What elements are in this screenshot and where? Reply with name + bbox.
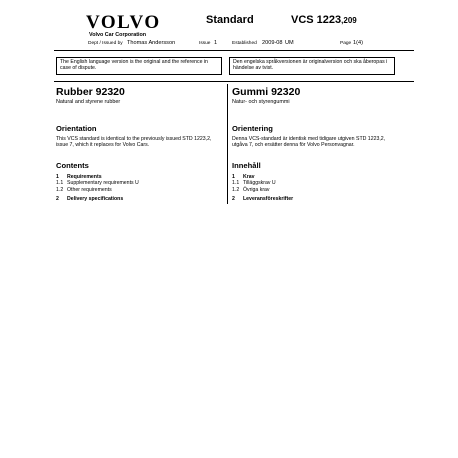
toc-item: 1.1 Supplementary requirements U bbox=[56, 180, 139, 187]
toc-item: 1.2 Other requirements bbox=[56, 186, 112, 193]
contents-heading-sv: Innehåll bbox=[232, 161, 261, 170]
column-divider bbox=[227, 84, 228, 204]
subtitle-sv: Natur- och styrengummi bbox=[232, 99, 290, 105]
issue-value: 1 bbox=[214, 40, 218, 46]
issuer-value: Thomas Andersson bbox=[127, 40, 176, 46]
contents-heading-en: Contents bbox=[56, 161, 89, 170]
toc-item: 2 Delivery specifications bbox=[56, 195, 124, 202]
toc-item: 2 Leveransföreskrifter bbox=[232, 195, 294, 202]
doc-type: Standard bbox=[206, 14, 254, 26]
page-value: 1(4) bbox=[353, 40, 363, 46]
orientation-heading-en: Orientation bbox=[56, 124, 97, 133]
page-label: Page bbox=[340, 41, 352, 46]
toc-en bbox=[56, 174, 139, 202]
title-sv: Gummi 92320 bbox=[232, 86, 301, 98]
toc-sv bbox=[232, 174, 293, 202]
established-value: 2009-08 bbox=[262, 40, 283, 46]
brand-logo: VOLVO bbox=[86, 12, 161, 33]
header-rule bbox=[54, 50, 414, 51]
toc-item: 1.2 Övriga krav bbox=[232, 186, 270, 193]
orientation-text-en: This VCS standard is identical to the previously issued STD 1223,2, issue 7, which it replaces for Volvo Cars. bbox=[56, 136, 212, 149]
established-label: Established bbox=[232, 41, 257, 46]
notice-box-en: The English language version is the original and the reference in case of dispute. bbox=[56, 57, 222, 75]
issuer-label: Dept / Issued by bbox=[88, 41, 123, 46]
issue-label: Issue bbox=[199, 41, 211, 46]
orientation-text-sv: Denna VCS-standard är identisk med tidigare utgiven STD 1223,2, utgåva 7, och ersätter denna för Volvo Personvagnar. bbox=[232, 136, 386, 149]
notice-box-sv: Den engelska språkversionen är originalversion och ska åberopas i händelse av tvist. bbox=[229, 57, 395, 75]
notice-rule bbox=[54, 81, 414, 82]
title-en: Rubber 92320 bbox=[56, 86, 125, 98]
orientation-heading-sv: Orientering bbox=[232, 124, 273, 133]
established-code: UM bbox=[285, 40, 294, 46]
corporation-name: Volvo Car Corporation bbox=[89, 32, 147, 38]
toc-item: 1 Krav bbox=[232, 174, 255, 180]
vcs-number: VCS 1223,209 bbox=[291, 14, 357, 26]
toc-item: 1 Requirements bbox=[56, 174, 102, 180]
toc-item: 1.1 Tilläggskrav U bbox=[232, 180, 276, 187]
subtitle-en: Natural and styrene rubber bbox=[56, 99, 121, 105]
